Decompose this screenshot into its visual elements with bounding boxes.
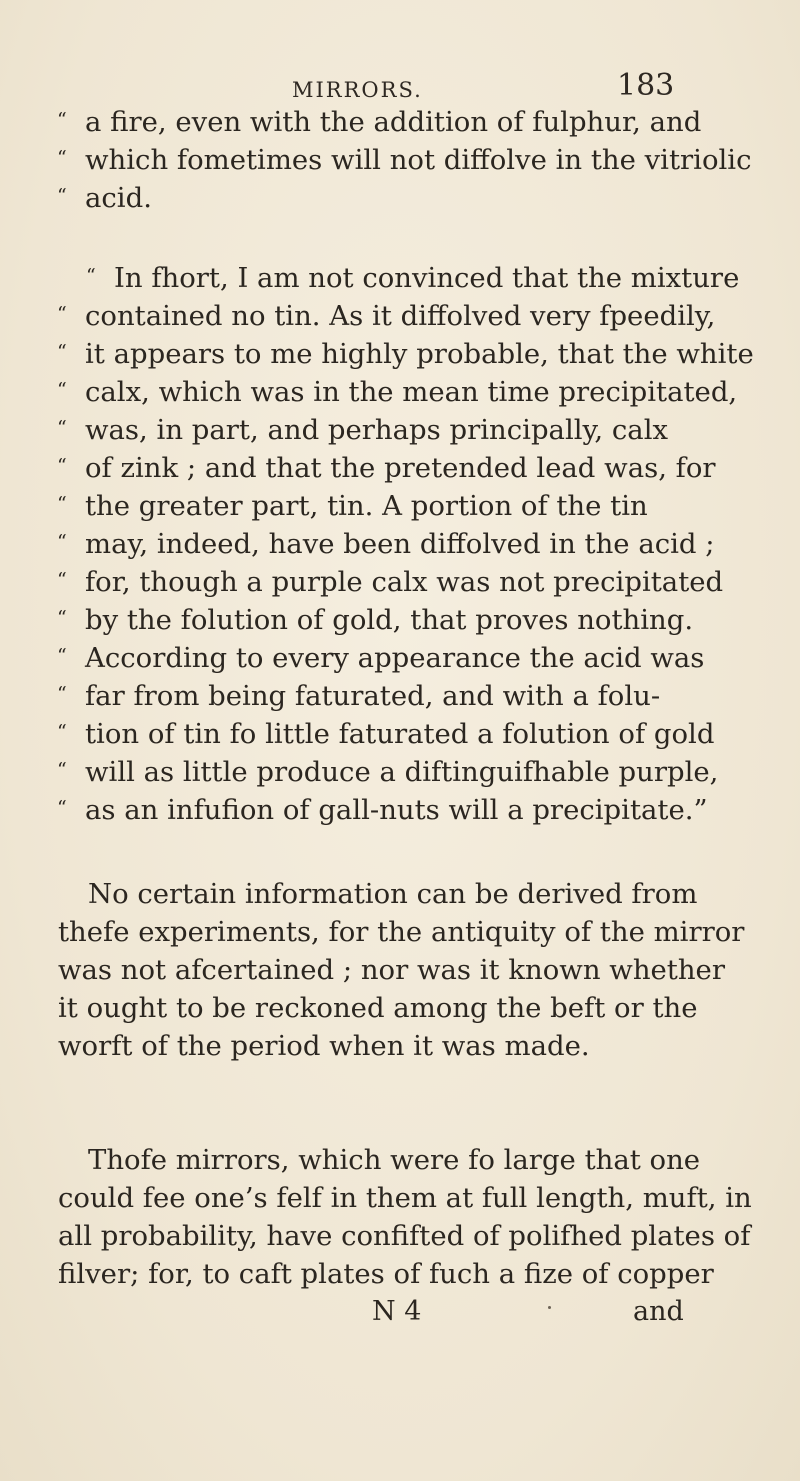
text-line: filver; for, to caft plates of fuch a fize of copper [58,1258,714,1290]
text-line: was not afcertained ; nor was it known whether [58,954,725,986]
quote-mark: “ [57,341,67,363]
text-line: “ In fhort, I am not convinced that the mixture [86,262,740,294]
text-line: “ According to every appearance the acid was [57,642,705,674]
text-line: “ by the folution of gold, that proves nothing. [57,604,694,636]
text-line: “ tion of tin fo little faturated a folution of gold [57,718,715,750]
text-line: “ which fometimes will not diffolve in the vitriolic [57,144,752,176]
text-line: “ of zink ; and that the pretended lead was, for [57,452,716,484]
signature-mark: N 4 [372,1296,422,1327]
text-line: it ought to be reckoned among the beft or the [58,992,698,1024]
text-line: could fee one’s felf in them at full length, muft, in [58,1182,752,1214]
text-line: all probability, have confifted of polifhed plates of [58,1220,751,1252]
ink-speck [548,1306,551,1309]
quote-mark: “ [57,185,67,207]
quote-mark: “ [57,721,67,743]
text-line: “ the greater part, tin. A portion of the tin [57,490,648,522]
text-line: “ far from being faturated, and with a folu- [57,680,661,712]
quote-mark: “ [57,147,67,169]
quote-mark: “ [57,797,67,819]
quote-mark: “ [57,417,67,439]
page-number: 183 [617,68,675,103]
text-line: “ will as little produce a diftinguifhable purple, [57,756,719,788]
text-line: “ a fire, even with the addition of fulphur, and [57,106,702,138]
text-line: worft of the period when it was made. [58,1030,590,1062]
quote-mark: “ [57,607,67,629]
text-line: No certain information can be derived from [88,878,698,910]
quote-mark: “ [57,569,67,591]
text-line: “ acid. [57,182,152,214]
quote-mark: “ [57,645,67,667]
text-line: “ calx, which was in the mean time precipitated, [57,376,738,408]
text-line: “ for, though a purple calx was not precipitated [57,566,724,598]
text-line: thefe experiments, for the antiquity of the mirror [58,916,745,948]
catchword: and [633,1296,684,1327]
running-head: MIRRORS. [292,78,423,102]
text-line: “ as an infufion of gall-nuts will a precipitate.” [57,794,708,826]
text-line: Thofe mirrors, which were fo large that one [88,1144,701,1176]
quote-mark: “ [57,683,67,705]
text-line: “ was, in part, and perhaps principally, calx [57,414,669,446]
text-line: “ contained no tin. As it diffolved very fpeedily, [57,300,716,332]
quote-mark: “ [57,303,67,325]
text-line: “ it appears to me highly probable, that the white [57,338,754,370]
quote-mark: “ [57,109,67,131]
quote-mark: “ [57,379,67,401]
quote-mark: “ [57,493,67,515]
quote-mark: “ [86,265,96,287]
quote-mark: “ [57,455,67,477]
quote-mark: “ [57,531,67,553]
quote-mark: “ [57,759,67,781]
text-line: “ may, indeed, have been diffolved in the acid ; [57,528,715,560]
